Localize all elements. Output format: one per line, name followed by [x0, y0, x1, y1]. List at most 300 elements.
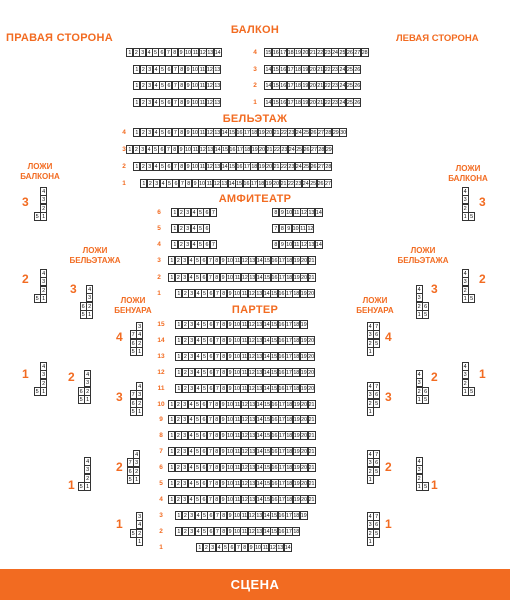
seat[interactable]: 25: [346, 66, 353, 73]
seat[interactable]: 8: [220, 527, 227, 536]
seat[interactable]: 9: [220, 415, 227, 424]
seat[interactable]: 13: [249, 449, 256, 456]
seat[interactable]: 11: [206, 181, 213, 187]
lodge-seat[interactable]: 3: [463, 279, 467, 286]
lodge-seat[interactable]: 6: [131, 340, 135, 347]
seat[interactable]: 19: [293, 465, 300, 472]
seat[interactable]: 7: [207, 273, 214, 282]
seat[interactable]: 9: [227, 289, 234, 298]
seat[interactable]: 15: [264, 258, 271, 264]
seat[interactable]: 2: [178, 208, 185, 217]
seat[interactable]: 11: [234, 258, 241, 264]
seat[interactable]: 13: [308, 210, 315, 216]
seat[interactable]: 19: [258, 164, 265, 170]
lodge-seat[interactable]: 1: [42, 295, 46, 302]
seat[interactable]: 15: [272, 83, 279, 89]
seat[interactable]: 12: [241, 258, 248, 264]
seat[interactable]: 18: [293, 385, 300, 392]
seat[interactable]: 14: [263, 512, 270, 519]
seat[interactable]: 21: [317, 66, 324, 73]
seat[interactable]: 12: [241, 433, 248, 440]
seat[interactable]: 5: [194, 447, 201, 456]
seat[interactable]: 26: [310, 130, 317, 136]
lodge-seat[interactable]: 2: [417, 475, 421, 482]
seat[interactable]: 17: [236, 147, 243, 153]
seat[interactable]: 6: [158, 145, 165, 154]
seat[interactable]: 11: [241, 512, 248, 519]
seat[interactable]: 14: [263, 385, 270, 392]
seat[interactable]: 17: [285, 353, 292, 360]
seat[interactable]: 11: [241, 385, 248, 392]
lodge-seat[interactable]: 2: [138, 530, 142, 537]
lodge-seat[interactable]: 5: [375, 530, 379, 537]
seat[interactable]: 2: [147, 179, 154, 188]
seat[interactable]: 21: [308, 449, 315, 456]
seat[interactable]: 21: [308, 417, 315, 424]
seat[interactable]: 18: [244, 147, 251, 153]
seat[interactable]: 16: [280, 66, 287, 73]
seat[interactable]: 27: [318, 130, 324, 136]
seat[interactable]: 20: [301, 496, 308, 503]
seat[interactable]: 14: [263, 291, 270, 297]
seat[interactable]: 11: [199, 130, 206, 136]
seat[interactable]: 7: [165, 48, 172, 57]
seat[interactable]: 10: [227, 481, 234, 487]
lodge-seat[interactable]: 3: [86, 467, 90, 474]
lodge-seat[interactable]: 2: [86, 475, 90, 482]
seat[interactable]: 7: [207, 447, 214, 456]
seat[interactable]: 8: [178, 128, 185, 137]
seat[interactable]: 19: [302, 99, 309, 106]
seat[interactable]: 24: [339, 99, 346, 106]
seat[interactable]: 3: [181, 273, 188, 282]
seat[interactable]: 14: [256, 449, 263, 456]
seat[interactable]: 7: [214, 320, 221, 329]
seat[interactable]: 5: [159, 162, 166, 171]
seat[interactable]: 14: [256, 481, 263, 487]
seat[interactable]: 2: [140, 98, 147, 107]
seat[interactable]: 25: [339, 50, 346, 56]
seat[interactable]: 24: [288, 147, 295, 153]
seat[interactable]: 15: [264, 481, 271, 487]
lodge-seat[interactable]: 2: [463, 287, 467, 294]
seat[interactable]: 12: [241, 481, 248, 487]
seat[interactable]: 6: [172, 179, 179, 188]
lodge-seat[interactable]: 3: [138, 323, 142, 330]
seat[interactable]: 10: [227, 258, 234, 264]
lodge-seat[interactable]: 6: [375, 522, 379, 529]
lodge-seat[interactable]: 3: [368, 392, 372, 399]
lodge-seat[interactable]: 5: [375, 468, 379, 475]
seat[interactable]: 14: [265, 66, 272, 73]
seat[interactable]: 14: [263, 353, 270, 360]
seat[interactable]: 19: [300, 322, 307, 328]
seat[interactable]: 25: [303, 130, 310, 136]
lodge-seat[interactable]: 4: [138, 383, 142, 390]
seat[interactable]: 9: [220, 400, 227, 409]
seat[interactable]: 7: [214, 352, 221, 361]
seat[interactable]: 8: [213, 431, 220, 440]
seat[interactable]: 11: [199, 66, 206, 73]
seat[interactable]: 7: [210, 208, 217, 217]
seat[interactable]: 17: [285, 369, 292, 376]
seat[interactable]: 14: [315, 210, 322, 216]
seat[interactable]: 13: [256, 528, 263, 535]
seat[interactable]: 16: [280, 99, 287, 106]
seat[interactable]: 10: [192, 130, 199, 136]
seat[interactable]: 4: [153, 81, 160, 90]
seat[interactable]: 10: [234, 369, 241, 376]
seat[interactable]: 14: [256, 274, 263, 281]
seat[interactable]: 2: [182, 336, 189, 345]
lodge-seat[interactable]: 1: [368, 408, 372, 415]
seat[interactable]: 11: [241, 337, 248, 344]
seat[interactable]: 13: [207, 147, 214, 153]
seat[interactable]: 2: [175, 495, 182, 504]
lodge-seat[interactable]: 4: [86, 458, 90, 465]
seat[interactable]: 19: [300, 291, 307, 297]
seat[interactable]: 6: [207, 289, 214, 298]
lodge-seat[interactable]: 1: [86, 396, 90, 403]
seat[interactable]: 21: [273, 130, 280, 136]
seat[interactable]: 9: [285, 224, 292, 233]
seat[interactable]: 9: [185, 162, 192, 171]
seat[interactable]: 19: [293, 258, 300, 264]
seat[interactable]: 21: [308, 433, 315, 440]
seat[interactable]: 13: [214, 99, 221, 106]
lodge-seat[interactable]: 1: [368, 538, 372, 545]
seat[interactable]: 13: [214, 164, 221, 170]
seat[interactable]: 6: [200, 256, 207, 265]
seat[interactable]: 29: [325, 147, 332, 153]
seat[interactable]: 2: [182, 352, 189, 361]
lodge-seat[interactable]: 4: [463, 270, 467, 277]
seat[interactable]: 23: [332, 99, 339, 106]
seat[interactable]: 16: [271, 465, 278, 472]
seat[interactable]: 15: [264, 433, 271, 440]
seat[interactable]: 7: [172, 162, 179, 171]
seat[interactable]: 18: [286, 433, 293, 440]
seat[interactable]: 19: [300, 369, 307, 376]
seat[interactable]: 17: [278, 465, 285, 472]
seat[interactable]: 3: [146, 81, 153, 90]
seat[interactable]: 8: [213, 479, 220, 488]
seat[interactable]: 1: [196, 543, 203, 552]
seat[interactable]: 26: [317, 181, 324, 187]
lodge-seat[interactable]: 7: [131, 392, 135, 399]
lodge-seat[interactable]: 1: [417, 483, 421, 490]
seat[interactable]: 23: [332, 83, 339, 89]
seat[interactable]: 28: [325, 130, 332, 136]
seat[interactable]: 17: [278, 258, 285, 264]
seat[interactable]: 8: [220, 336, 227, 345]
seat[interactable]: 17: [278, 433, 285, 440]
seat[interactable]: 17: [285, 337, 292, 344]
seat[interactable]: 14: [263, 528, 270, 535]
seat[interactable]: 25: [346, 99, 353, 106]
seat[interactable]: 5: [159, 128, 166, 137]
seat[interactable]: 10: [227, 401, 234, 408]
seat[interactable]: 6: [228, 543, 235, 552]
seat[interactable]: 4: [188, 431, 195, 440]
seat[interactable]: 15: [265, 50, 272, 56]
seat[interactable]: 19: [293, 274, 300, 281]
seat[interactable]: 1: [175, 511, 182, 520]
seat[interactable]: 16: [271, 401, 278, 408]
seat[interactable]: 5: [201, 368, 208, 377]
lodge-seat[interactable]: 4: [88, 286, 92, 293]
seat[interactable]: 13: [256, 337, 263, 344]
seat[interactable]: 6: [207, 352, 214, 361]
seat[interactable]: 10: [192, 99, 199, 106]
seat[interactable]: 17: [280, 50, 287, 56]
seat[interactable]: 10: [234, 512, 241, 519]
seat[interactable]: 8: [171, 48, 178, 57]
seat[interactable]: 21: [308, 496, 315, 503]
seat[interactable]: 4: [153, 98, 160, 107]
seat[interactable]: 12: [248, 353, 255, 360]
seat[interactable]: 6: [165, 128, 172, 137]
seat[interactable]: 11: [199, 83, 206, 89]
lodge-seat[interactable]: 6: [81, 303, 85, 310]
seat[interactable]: 10: [234, 353, 241, 360]
lodge-seat[interactable]: 4: [417, 458, 421, 465]
seat[interactable]: 20: [309, 83, 316, 89]
seat[interactable]: 1: [175, 384, 182, 393]
seat[interactable]: 15: [272, 99, 279, 106]
seat[interactable]: 5: [194, 495, 201, 504]
seat[interactable]: 14: [263, 369, 270, 376]
seat[interactable]: 4: [188, 273, 195, 282]
lodge-seat[interactable]: 3: [135, 460, 139, 467]
seat[interactable]: 18: [286, 417, 293, 424]
seat[interactable]: 17: [287, 83, 294, 89]
seat[interactable]: 11: [241, 369, 248, 376]
lodge-seat[interactable]: 2: [463, 380, 467, 387]
lodge-seat[interactable]: 7: [131, 332, 135, 339]
seat[interactable]: 19: [293, 449, 300, 456]
seat[interactable]: 7: [172, 128, 179, 137]
seat[interactable]: 17: [285, 291, 292, 297]
seat[interactable]: 20: [301, 433, 308, 440]
seat[interactable]: 5: [152, 145, 159, 154]
seat[interactable]: 8: [220, 320, 227, 329]
seat[interactable]: 19: [300, 385, 307, 392]
seat[interactable]: 10: [234, 322, 241, 328]
seat[interactable]: 4: [160, 179, 167, 188]
seat[interactable]: 8: [241, 543, 248, 552]
seat[interactable]: 1: [126, 48, 133, 57]
seat[interactable]: 14: [284, 544, 291, 551]
seat[interactable]: 4: [146, 145, 153, 154]
lodge-seat[interactable]: 4: [368, 323, 372, 330]
seat[interactable]: 3: [146, 162, 153, 171]
seat[interactable]: 22: [324, 83, 331, 89]
lodge-seat[interactable]: 5: [79, 396, 83, 403]
lodge-seat[interactable]: 4: [463, 188, 467, 195]
seat[interactable]: 1: [171, 224, 178, 233]
seat[interactable]: 12: [248, 291, 255, 297]
seat[interactable]: 1: [133, 98, 140, 107]
seat[interactable]: 12: [206, 66, 213, 73]
seat[interactable]: 22: [324, 66, 331, 73]
seat[interactable]: 2: [133, 145, 140, 154]
lodge-seat[interactable]: 3: [368, 522, 372, 529]
seat[interactable]: 9: [178, 145, 185, 154]
seat[interactable]: 21: [280, 181, 287, 187]
seat[interactable]: 5: [194, 400, 201, 409]
seat[interactable]: 10: [192, 83, 199, 89]
seat[interactable]: 20: [259, 147, 266, 153]
seat[interactable]: 7: [207, 400, 214, 409]
seat[interactable]: 20: [301, 258, 308, 264]
seat[interactable]: 13: [249, 417, 256, 424]
seat[interactable]: 9: [220, 479, 227, 488]
seat[interactable]: 12: [269, 544, 276, 551]
seat[interactable]: 20: [309, 99, 316, 106]
lodge-seat[interactable]: 3: [463, 197, 467, 204]
seat[interactable]: 7: [165, 145, 172, 154]
seat[interactable]: 4: [195, 336, 202, 345]
seat[interactable]: 1: [168, 400, 175, 409]
seat[interactable]: 4: [195, 368, 202, 377]
seat[interactable]: 14: [256, 433, 263, 440]
seat[interactable]: 26: [346, 50, 353, 56]
seat[interactable]: 2: [140, 81, 147, 90]
lodge-seat[interactable]: 2: [417, 388, 421, 395]
seat[interactable]: 3: [139, 48, 146, 57]
lodge-seat[interactable]: 5: [35, 388, 39, 395]
seat[interactable]: 14: [221, 164, 228, 170]
seat[interactable]: 24: [339, 83, 346, 89]
seat[interactable]: 1: [171, 208, 178, 217]
seat[interactable]: 9: [227, 527, 234, 536]
seat[interactable]: 2: [182, 320, 189, 329]
seat[interactable]: 17: [285, 322, 292, 328]
seat[interactable]: 10: [199, 181, 206, 187]
seat[interactable]: 15: [229, 164, 236, 170]
seat[interactable]: 2: [175, 415, 182, 424]
seat[interactable]: 4: [153, 162, 160, 171]
lodge-seat[interactable]: 5: [470, 213, 474, 220]
seat[interactable]: 11: [234, 465, 241, 472]
seat[interactable]: 12: [241, 465, 248, 472]
seat[interactable]: 7: [214, 368, 221, 377]
seat[interactable]: 7: [207, 431, 214, 440]
seat[interactable]: 13: [214, 130, 221, 136]
seat[interactable]: 20: [308, 369, 315, 376]
seat[interactable]: 12: [241, 401, 248, 408]
seat[interactable]: 13: [256, 353, 263, 360]
seat[interactable]: 1: [133, 162, 140, 171]
seat[interactable]: 3: [181, 495, 188, 504]
seat[interactable]: 21: [309, 50, 316, 56]
lodge-seat[interactable]: 6: [424, 388, 428, 395]
lodge-seat[interactable]: 4: [42, 270, 46, 277]
seat[interactable]: 16: [271, 496, 278, 503]
lodge-seat[interactable]: 5: [424, 396, 428, 403]
seat[interactable]: 16: [278, 337, 285, 344]
seat[interactable]: 18: [286, 465, 293, 472]
lodge-seat[interactable]: 7: [128, 460, 132, 467]
seat[interactable]: 12: [301, 210, 307, 216]
seat[interactable]: 12: [248, 512, 255, 519]
seat[interactable]: 2: [182, 384, 189, 393]
seat[interactable]: 14: [263, 322, 270, 328]
seat[interactable]: 20: [273, 181, 280, 187]
seat[interactable]: 5: [166, 179, 173, 188]
seat[interactable]: 15: [236, 181, 243, 187]
seat[interactable]: 24: [295, 130, 302, 136]
seat[interactable]: 2: [140, 128, 147, 137]
seat[interactable]: 5: [197, 240, 204, 249]
seat[interactable]: 1: [168, 479, 175, 488]
seat[interactable]: 13: [214, 66, 221, 73]
seat[interactable]: 13: [256, 512, 263, 519]
lodge-seat[interactable]: 4: [135, 451, 139, 458]
lodge-seat[interactable]: 3: [138, 392, 142, 399]
seat[interactable]: 13: [249, 465, 256, 472]
seat[interactable]: 10: [192, 66, 199, 73]
seat[interactable]: 13: [256, 322, 263, 328]
seat[interactable]: 7: [214, 336, 221, 345]
seat[interactable]: 13: [249, 496, 256, 503]
seat[interactable]: 19: [293, 496, 300, 503]
seat[interactable]: 4: [153, 65, 160, 74]
seat[interactable]: 2: [175, 447, 182, 456]
seat[interactable]: 12: [206, 164, 213, 170]
seat[interactable]: 14: [256, 417, 263, 424]
seat[interactable]: 23: [295, 181, 302, 187]
seat[interactable]: 5: [197, 208, 204, 217]
seat[interactable]: 21: [308, 401, 315, 408]
seat[interactable]: 14: [256, 465, 263, 472]
seat[interactable]: 23: [288, 164, 295, 170]
seat[interactable]: 16: [271, 417, 278, 424]
seat[interactable]: 4: [188, 479, 195, 488]
seat[interactable]: 11: [234, 481, 241, 487]
seat[interactable]: 26: [303, 147, 310, 153]
seat[interactable]: 13: [249, 258, 256, 264]
seat[interactable]: 17: [278, 401, 285, 408]
seat[interactable]: 4: [188, 447, 195, 456]
seat[interactable]: 10: [227, 274, 234, 281]
seat[interactable]: 10: [185, 50, 192, 56]
seat[interactable]: 16: [278, 353, 285, 360]
seat[interactable]: 21: [317, 83, 324, 89]
seat[interactable]: 4: [188, 463, 195, 472]
seat[interactable]: 27: [311, 147, 317, 153]
seat[interactable]: 10: [227, 465, 234, 472]
seat[interactable]: 5: [201, 289, 208, 298]
seat[interactable]: 13: [249, 274, 256, 281]
seat[interactable]: 3: [181, 431, 188, 440]
seat[interactable]: 5: [222, 543, 229, 552]
lodge-seat[interactable]: 5: [35, 295, 39, 302]
seat[interactable]: 21: [308, 258, 315, 264]
seat[interactable]: 15: [264, 465, 271, 472]
seat[interactable]: 26: [354, 66, 361, 73]
seat[interactable]: 13: [256, 369, 263, 376]
lodge-seat[interactable]: 2: [88, 303, 92, 310]
seat[interactable]: 18: [293, 322, 300, 328]
seat[interactable]: 6: [207, 368, 214, 377]
seat[interactable]: 15: [222, 147, 229, 153]
seat[interactable]: 21: [273, 164, 280, 170]
seat[interactable]: 8: [213, 463, 220, 472]
seat[interactable]: 19: [293, 417, 300, 424]
seat[interactable]: 9: [227, 384, 234, 393]
